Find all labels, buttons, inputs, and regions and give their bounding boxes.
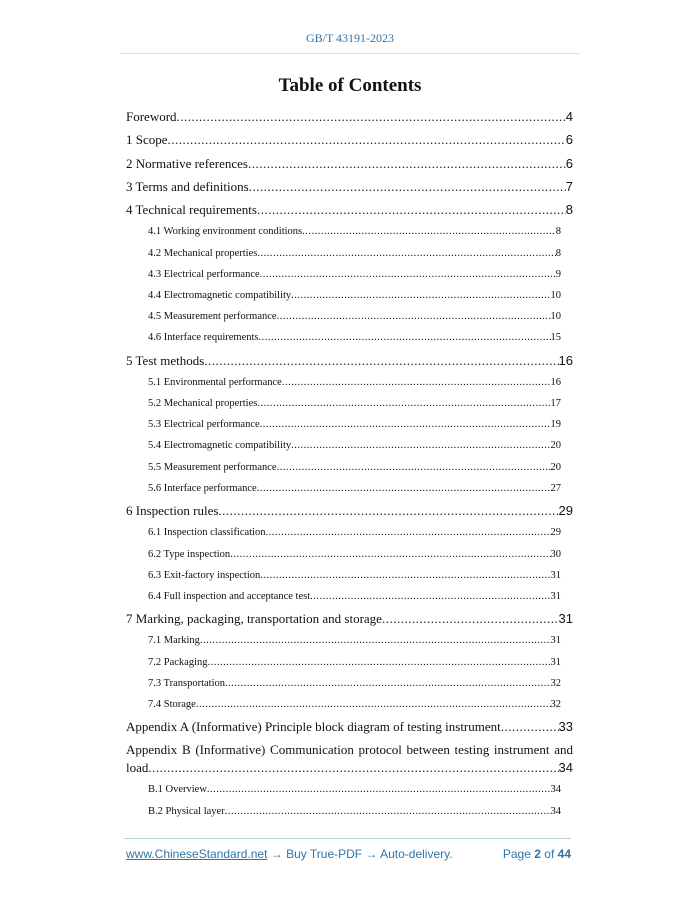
page-indicator: Page 2 of 44 (502, 847, 571, 861)
toc-entry-label: 4.5 Measurement performance (148, 311, 277, 323)
toc-entry-page: 30 (550, 548, 561, 560)
dot-leader (291, 438, 550, 454)
dot-leader (259, 330, 551, 346)
toc-entry[interactable] (126, 782, 573, 803)
toc-entry[interactable] (126, 676, 573, 697)
dot-leader (225, 804, 551, 820)
dot-leader (501, 718, 559, 736)
toc-entry[interactable] (126, 267, 573, 288)
toc-entry-page: 29 (558, 503, 573, 519)
toc-entry-label: 4 Technical requirements (126, 202, 257, 218)
toc-entry[interactable] (126, 568, 573, 589)
toc-entry-label: 6.4 Full inspection and acceptance test (148, 590, 311, 602)
toc-entry-label: 7.1 Marking (148, 635, 200, 647)
dot-leader (208, 655, 551, 671)
dot-leader (260, 568, 550, 584)
toc-entry[interactable] (126, 309, 573, 330)
toc-entry[interactable] (126, 655, 573, 676)
toc-entry-label: 5.4 Electromagnetic compatibility (148, 440, 292, 452)
toc-entry-page: 4 (565, 109, 573, 124)
dot-leader (277, 309, 551, 325)
toc-entry-label: Foreword (126, 109, 177, 124)
toc-entry-label: 7.3 Transportation (148, 677, 226, 689)
toc-entry-page: 8 (555, 247, 561, 259)
toc-entry[interactable] (126, 589, 573, 610)
toc-entry-label: 4.2 Mechanical properties (148, 247, 258, 259)
toc-entry-label: 5.1 Environmental performance (148, 376, 282, 388)
toc-entry-appendix-b[interactable] (126, 741, 573, 782)
toc-entry-page: 34 (558, 760, 573, 776)
toc-entry[interactable] (126, 438, 573, 459)
header-divider (120, 53, 580, 54)
toc-entry[interactable] (126, 201, 573, 224)
toc-entry[interactable] (126, 460, 573, 481)
dot-leader (225, 676, 550, 692)
toc-entry-page: 33 (558, 719, 573, 735)
toc-entry[interactable] (126, 178, 573, 201)
toc-entry-label: 1 Scope (126, 132, 168, 148)
toc-entry[interactable] (126, 131, 573, 154)
toc-entry-label: 4.3 Electrical performance (148, 268, 260, 280)
footer-text: → Buy True-PDF → Auto-delivery. (267, 847, 453, 861)
toc-entry-page: 17 (550, 398, 561, 410)
toc-entry-page: 9 (555, 268, 561, 280)
toc-entry-label: B.2 Physical layer (148, 805, 225, 817)
toc-entry-page: 6 (565, 155, 573, 171)
toc-entry-label: 7 Marking, packaging, transportation and storage (126, 611, 382, 627)
toc-entry-label: load (126, 760, 149, 776)
toc-entry[interactable] (126, 375, 573, 396)
toc-entry-label: 6.2 Type inspection (148, 548, 231, 560)
toc-entry[interactable] (126, 396, 573, 417)
dot-leader (291, 288, 550, 304)
toc-entry-page: 34 (550, 805, 561, 817)
toc-entry[interactable] (126, 804, 573, 825)
toc-entry-label: 7.4 Storage (148, 698, 196, 710)
toc-entry[interactable] (126, 502, 573, 525)
toc-entry-page: 32 (550, 677, 561, 689)
toc-entry-page: 29 (550, 527, 561, 539)
toc-entry-label: 4.1 Working environment conditions (148, 226, 303, 238)
toc-entry-page: 27 (550, 482, 561, 494)
toc-entry-label: Appendix B (Informative) Communication protocol between testing instrument and (126, 742, 573, 758)
toc-entry-page: 32 (550, 698, 561, 710)
dot-leader (260, 267, 556, 283)
toc-entry-page: 31 (550, 635, 561, 647)
dot-leader (168, 131, 566, 149)
dot-leader (257, 396, 550, 412)
toc-entry[interactable] (126, 610, 573, 633)
toc-entry-label: 5.3 Electrical performance (148, 419, 260, 431)
toc-entry[interactable] (126, 330, 573, 351)
footer (126, 847, 571, 861)
dot-leader (248, 155, 566, 173)
toc-entry-page: 7 (565, 178, 573, 194)
toc-entry-page: 31 (550, 590, 561, 602)
toc-entry-label: 3 Terms and definitions (126, 178, 249, 194)
page-title: Table of Contents (278, 75, 422, 96)
header-doc-id: GB/T 43191-2023 (305, 31, 395, 45)
toc-entry[interactable] (126, 697, 573, 718)
dot-leader (266, 525, 551, 541)
toc-entry-label: 4.6 Interface requirements (148, 332, 259, 344)
toc-entry[interactable] (126, 108, 573, 131)
dot-leader (249, 178, 566, 196)
toc-entry-label: 5.6 Interface performance (148, 482, 257, 494)
dot-leader (257, 481, 551, 497)
dot-leader (382, 610, 559, 628)
toc-entry-page: 20 (550, 461, 561, 473)
website-link[interactable]: www.ChineseStandard.net (126, 847, 268, 861)
dot-leader (260, 417, 551, 433)
dot-leader (257, 201, 566, 219)
footer-divider (124, 838, 571, 839)
toc-entry[interactable] (126, 547, 573, 568)
toc-entry-label: 7.2 Packaging (148, 656, 208, 668)
toc-entry-page: 31 (550, 656, 561, 668)
toc-entry-page: 16 (558, 352, 573, 368)
toc-entry-page: 31 (550, 569, 561, 581)
toc-entry-label: 5.5 Measurement performance (148, 461, 277, 473)
toc-entry-page: 15 (550, 332, 561, 344)
toc-entry-label: 4.4 Electromagnetic compatibility (148, 290, 292, 302)
dot-leader (207, 782, 551, 798)
toc-entry-page: 8 (565, 202, 573, 218)
toc-entry[interactable] (126, 288, 573, 309)
dot-leader (310, 589, 550, 605)
toc-entry-page: 6 (565, 132, 573, 148)
toc-entry[interactable] (126, 246, 573, 267)
toc-entry[interactable] (126, 481, 573, 502)
toc-entry[interactable] (126, 155, 573, 178)
table-of-contents (126, 108, 573, 825)
toc-entry-label: 2 Normative references (126, 155, 248, 171)
toc-entry[interactable] (126, 718, 573, 741)
dot-leader (200, 633, 551, 649)
toc-entry-page: 20 (550, 440, 561, 452)
toc-entry[interactable] (126, 633, 573, 654)
dot-leader (218, 502, 558, 520)
toc-entry-page: 8 (555, 226, 561, 238)
toc-entry-label: 5 Test methods (126, 352, 205, 368)
dot-leader (148, 759, 558, 777)
toc-entry-page: 34 (550, 784, 561, 796)
toc-entry-page: 19 (550, 419, 561, 431)
dot-leader (204, 352, 558, 370)
dot-leader (302, 224, 556, 240)
dot-leader (177, 108, 566, 126)
dot-leader (277, 460, 551, 476)
dot-leader (196, 697, 551, 713)
toc-entry-page: 10 (550, 311, 561, 323)
toc-entry[interactable] (126, 417, 573, 438)
toc-entry-label: B.1 Overview (148, 784, 207, 796)
toc-entry[interactable] (126, 224, 573, 245)
toc-entry-page: 31 (558, 611, 573, 627)
toc-entry-label: 6.1 Inspection classification (148, 527, 266, 539)
toc-entry-label: 6.3 Exit-factory inspection (148, 569, 261, 581)
toc-entry-label: 6 Inspection rules (126, 503, 219, 519)
dot-leader (282, 375, 551, 391)
toc-entry-label: Appendix A (Informative) Principle block diagram of testing instrument (126, 719, 501, 735)
toc-entry-label: 5.2 Mechanical properties (148, 398, 258, 410)
toc-entry-page: 10 (550, 290, 561, 302)
toc-entry-page: 16 (550, 376, 561, 388)
dot-leader (257, 246, 555, 262)
toc-entry[interactable] (126, 525, 573, 546)
toc-entry[interactable] (126, 352, 573, 375)
dot-leader (230, 547, 550, 563)
